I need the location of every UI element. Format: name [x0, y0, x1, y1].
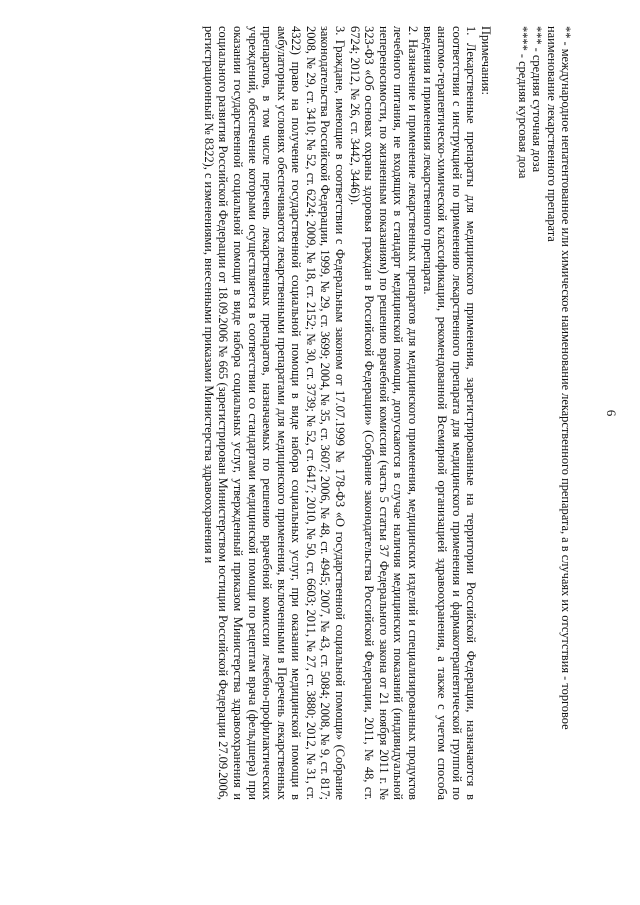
notes-section [201, 26, 493, 800]
page-number: 6 [604, 409, 619, 417]
legend [515, 26, 573, 800]
note-paragraph: 3. Граждане, имеющие в соответствии с Федеральным законом от 17.07.1999 № 178-ФЗ «О государственной социальной помощи» (Собрание законодательства Российской Федерации, 1999, № 29, ст. 3699; 2004, № 35, ст. 3607; 2006, № 48, ст. 4945; 2007, № 43, ст. 5084; 2008, № 9, ст. 817; 2008, № 29, ст. 3410; № 52, ст. 6224; 2009, № 18, ст. 2152; № 30, ст. 3739; № 52, ст. 6417; 2010, № 50, ст. 6603; 2011, № 27, ст. 3880; 2012, № 31, ст. 4322) право на получение государственной социальной помощи в виде набора социальных услуг, при оказании медицинской помощи в амбулаторных условиях обеспечиваются лекарственными препаратами для медицинского применения, включенными в Перечень лекарственных препаратов, в том числе перечень лекарственных препаратов, назначаемых по решению врачебной комиссии лечебно-профилактических учреждений, обеспечение которыми осуществляется в соответствии со стандартами медицинской помощи по рецептам врача (фельдшера) при оказании государственной социальной помощи в виде набора социальных услуг, утвержденный приказом Министерства здравоохранения и социального развития Российской Федерации от 18.09.2006 № 665 (зарегистрирован Министерством юстиции Российской Федерации 27.09.2006, регистрационный № 8322), с изменениями, внесенными приказами Министерства здравоохранения и [201, 26, 348, 800]
note-paragraph: 1. Лекарственные препараты для медицинского применения, зарегистрированные на территории Российской Федерации, назначаются в соответствии с инструкцией по применению лекарственного препарата для медицинского применения и фармакотерапевтической группой по анатомо-терапевтическо-химической классификации, рекомендованной Всемирной организацией здравоохранения, а также с учетом способа введения и применения лекарственного препарата. [420, 26, 479, 800]
legend-item: **** - средняя курсовая доза [515, 26, 530, 179]
note-paragraph: 2. Назначение и применение лекарственных препаратов для медицинского применения, медицинских изделий и специализированных продуктов лечебного питания, не входящих в стандарт медицинской помощи, допускаются в случае наличия медицинских показаний (индивидуальной непереносимости, по жизненным показаниям) по решению врачебной комиссии (часть 5 статьи 37 Федерального закона от 21 ноября 2011 г. № 323-ФЗ «Об основах охраны здоровья граждан в Российской Федерации» (Собрание законодательства Российской Федерации, 2011, № 48, ст. 6724; 2012, № 26, ст. 3442, 3446)). [347, 26, 421, 800]
notes-title: Примечания: [479, 26, 494, 95]
legend-item: ** - международное непатентованное или химическое наименование лекарственного препарата, а в случаях их отсутствия - торговое наименование лекарственного препарата [544, 26, 574, 730]
rotated-page [80, 0, 640, 820]
legend-item: *** - средняя суточная доза [530, 26, 545, 173]
